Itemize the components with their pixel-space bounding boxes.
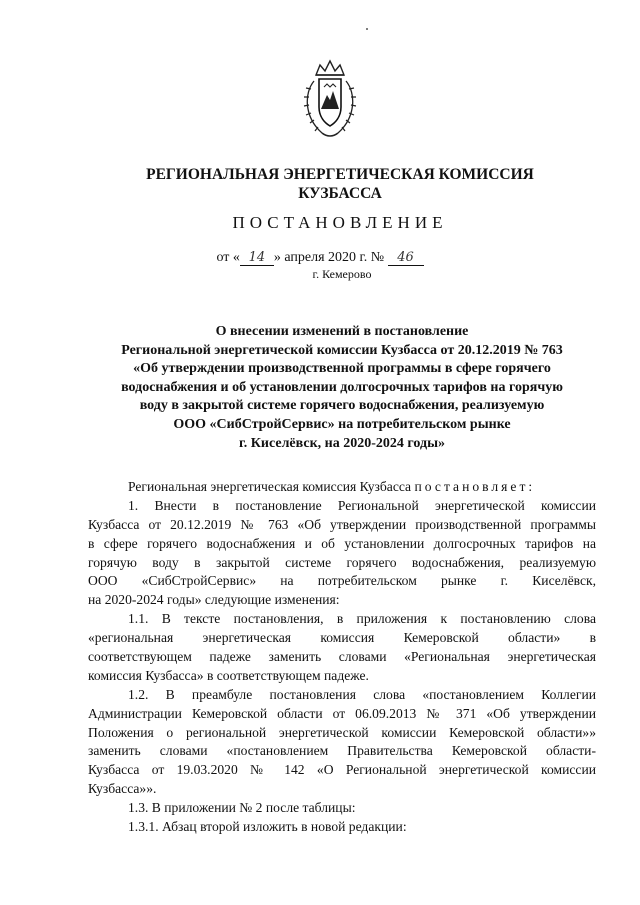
body-line: Кузбасса»». xyxy=(88,781,157,797)
body-line: в сфере горячего водоснабжения и об установлении долгосрочных тарифов на xyxy=(88,535,596,551)
body-line: 1.3.1. Абзац второй изложить в новой редакции: xyxy=(128,819,407,835)
body-line: 1.1. В тексте постановления, в приложения к постановлению слова xyxy=(128,611,596,627)
body-line: соответствующем падеже заменить словами «Региональная энергетическая xyxy=(88,649,596,665)
body-line: 1.3. В приложении № 2 после таблицы: xyxy=(128,800,356,816)
document-title xyxy=(92,323,592,453)
organization-name: РЕГИОНАЛЬНАЯ ЭНЕРГЕТИЧЕСКАЯ КОМИССИЯ xyxy=(146,166,534,183)
body-line: заменить словами «постановлением Правительства Кемеровской области- xyxy=(88,743,596,759)
coat-of-arms-icon xyxy=(300,57,360,141)
body-line: Кузбасса от 20.12.2019 № 763 «Об утверждении производственной программы xyxy=(88,516,596,532)
date-middle: » апреля 2020 г. № xyxy=(273,250,385,265)
document-type: ПОСТАНОВЛЕНИЕ xyxy=(232,213,448,232)
document-body xyxy=(88,478,596,837)
title-line: О внесении изменений в постановление xyxy=(215,324,469,339)
organization-name-cont: КУЗБАССА xyxy=(298,185,382,202)
title-line: ООО «СибСтройСервис» на потребительском рынке xyxy=(173,416,511,432)
body-line: комиссия Кузбасса» в соответствующем падеже. xyxy=(88,667,369,683)
preamble-verb: постановляет: xyxy=(414,479,536,494)
title-line: г. Киселёвск, на 2020-2024 годы» xyxy=(238,435,446,451)
body-line: Положения о региональной энергетической комиссии Кемеровской области»» xyxy=(88,724,596,740)
body-line: Администрации Кемеровской области от 06.09.2013 № 371 «Об утверждении xyxy=(88,705,596,721)
title-line: водоснабжения и об установлении долгосрочных тарифов на горячую xyxy=(121,379,563,395)
body-line: на 2020-2024 годы» следующие изменения: xyxy=(88,592,340,608)
preamble-line xyxy=(88,478,596,497)
body-line: 1.2. В преамбуле постановления слова «постановлением Коллегии xyxy=(128,686,596,702)
title-line: воду в закрытой системе горячего водоснабжения, реализуемую xyxy=(139,398,545,414)
date-prefix: от « xyxy=(216,250,240,265)
body-line: ООО «СибСтройСервис» на потребительском рынке г. Киселёвск, xyxy=(88,573,596,589)
body-line: 1. Внести в постановление Региональной энергетической комиссии xyxy=(128,497,596,513)
scan-speck xyxy=(366,28,368,30)
city: г. Кемерово xyxy=(312,267,372,281)
handwritten-day: 14 xyxy=(240,250,274,266)
date-line xyxy=(0,249,640,267)
title-line: Региональной энергетической комиссии Кузбасса от 20.12.2019 № 763 xyxy=(121,342,563,358)
title-line: «Об утверждении производственной программы в сфере горячего xyxy=(133,361,551,377)
body-line: горячую воду в закрытой системе горячего водоснабжения, реализуемую xyxy=(88,554,596,570)
handwritten-number: 46 xyxy=(388,250,424,266)
preamble-text: Региональная энергетическая комиссия Кузбасса xyxy=(128,479,412,494)
body-line: «региональная энергетическая комиссия Кемеровской области» в xyxy=(88,630,596,646)
body-line: Кузбасса от 19.03.2020 № 142 «О Региональной энергетической комиссии xyxy=(88,762,596,778)
